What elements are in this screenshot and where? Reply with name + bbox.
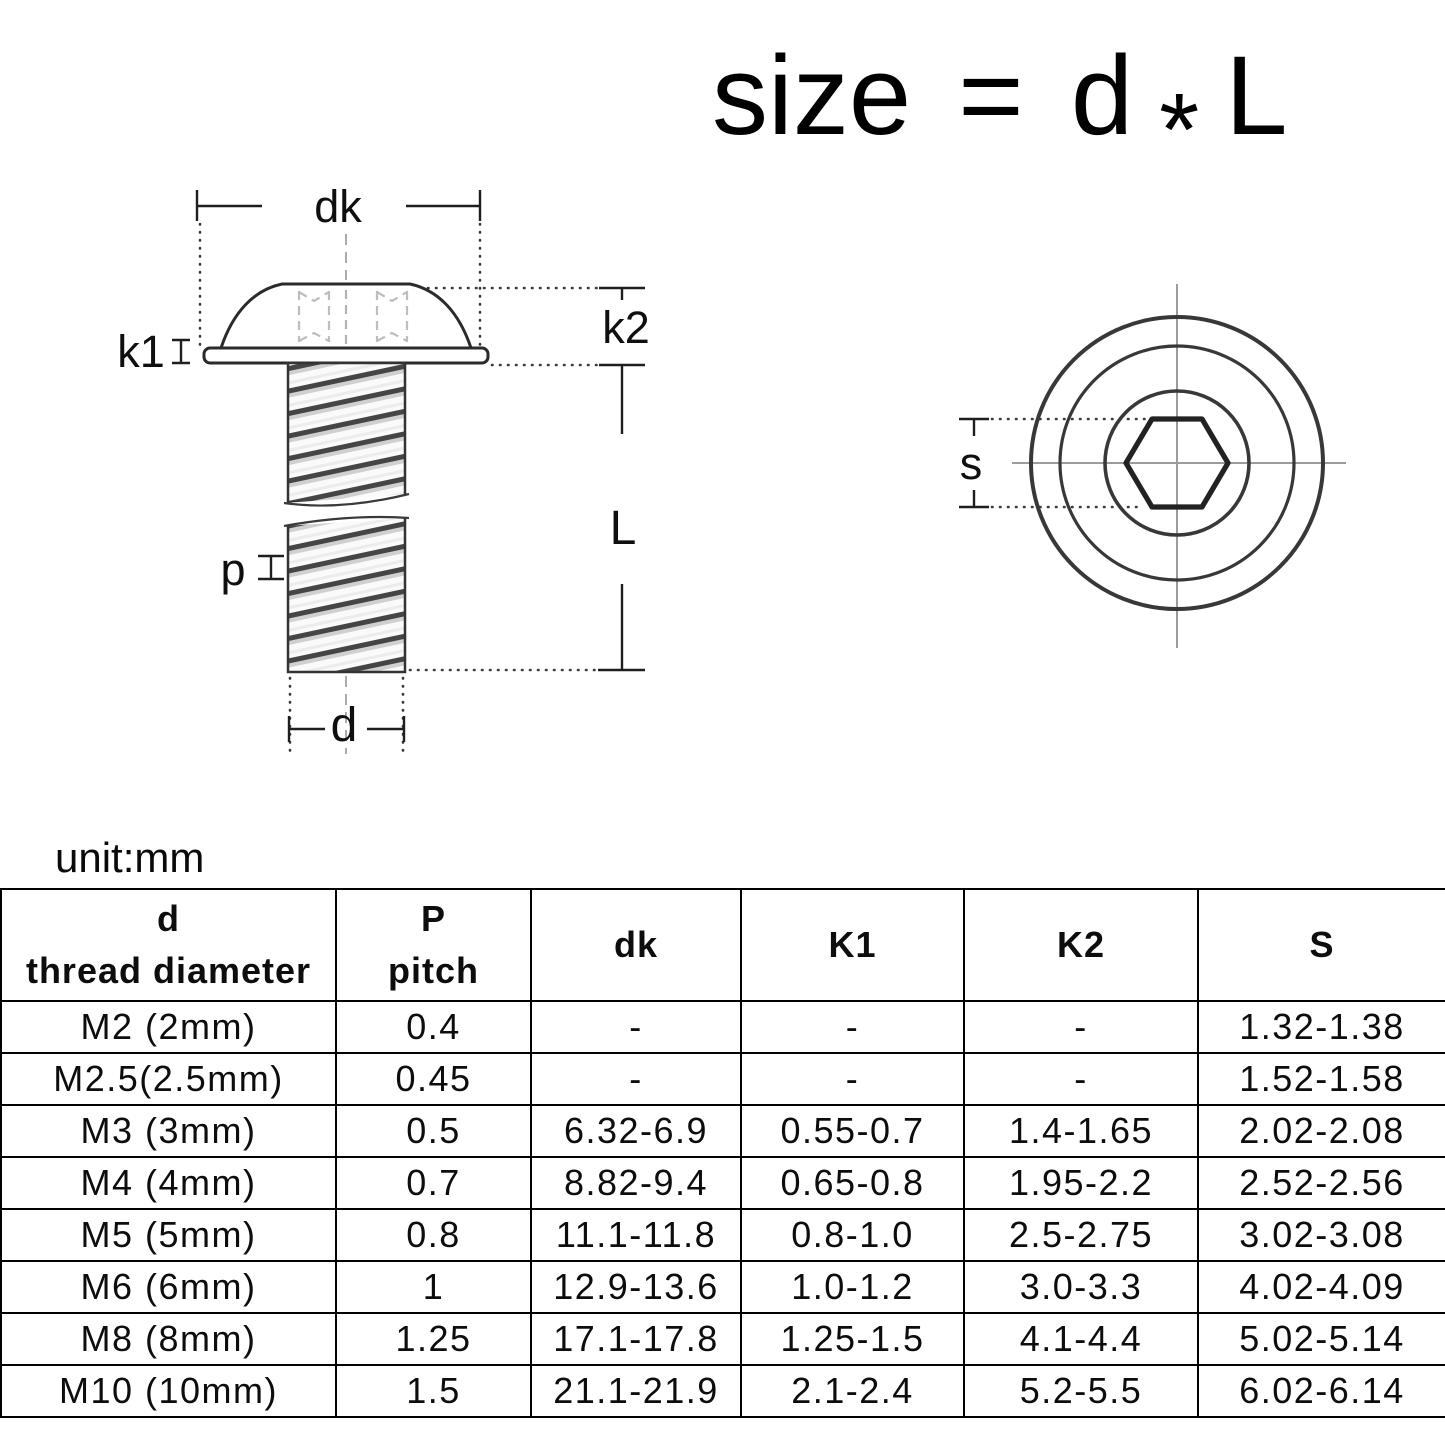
table-row: [1, 1157, 1445, 1209]
table-cell: -: [741, 1001, 964, 1053]
asterisk-icon: *: [1159, 71, 1200, 187]
s-label: s: [959, 438, 983, 489]
k1-label: k1: [117, 326, 165, 377]
table-row: [1, 1209, 1445, 1261]
side-view-drawing: [117, 181, 650, 754]
k1-dimension-lines: [172, 340, 190, 363]
table-row: [1, 1053, 1445, 1105]
table-cell: M10 (10mm): [1, 1365, 336, 1417]
table-cell: 0.65-0.8: [741, 1157, 964, 1209]
table-cell: 0.5: [336, 1105, 531, 1157]
formula-suffix: L: [1225, 33, 1288, 158]
table-cell: 12.9-13.6: [531, 1261, 741, 1313]
crosshair-lines: [1012, 284, 1346, 648]
table-cell: 8.82-9.4: [531, 1157, 741, 1209]
table-cell: -: [741, 1053, 964, 1105]
table-cell: 3.02-3.08: [1198, 1209, 1445, 1261]
table-cell: 0.7: [336, 1157, 531, 1209]
table-row: [1, 1313, 1445, 1365]
spec-table-header: [1, 889, 1445, 1001]
table-row: [1, 1001, 1445, 1053]
table-cell: M6 (6mm): [1, 1261, 336, 1313]
table-cell: M4 (4mm): [1, 1157, 336, 1209]
spec-table-body: [1, 1001, 1445, 1417]
table-cell: 5.02-5.14: [1198, 1313, 1445, 1365]
table-cell: M2 (2mm): [1, 1001, 336, 1053]
table-cell: 4.02-4.09: [1198, 1261, 1445, 1313]
k2-label: k2: [602, 302, 650, 353]
table-cell: 1.4-1.65: [964, 1105, 1198, 1157]
column-header-dk: dk: [531, 889, 741, 1001]
column-header-k1: K1: [741, 889, 964, 1001]
column-header-p: P pitch: [336, 889, 531, 1001]
table-cell: -: [531, 1053, 741, 1105]
table-row: [1, 1365, 1445, 1417]
table-cell: 6.32-6.9: [531, 1105, 741, 1157]
spec-table: [0, 888, 1445, 1418]
table-cell: 1.25: [336, 1313, 531, 1365]
table-cell: 0.4: [336, 1001, 531, 1053]
table-cell: 2.5-2.75: [964, 1209, 1198, 1261]
table-cell: 0.8-1.0: [741, 1209, 964, 1261]
pitch-label: p: [220, 544, 246, 595]
table-cell: 21.1-21.9: [531, 1365, 741, 1417]
thread-shaft-lower: [288, 516, 405, 672]
formula-prefix: size = d: [712, 33, 1134, 158]
table-cell: 3.0-3.3: [964, 1261, 1198, 1313]
table-row: [1, 1261, 1445, 1313]
table-cell: 1.25-1.5: [741, 1313, 964, 1365]
table-row: [1, 1105, 1445, 1157]
table-cell: 2.1-2.4: [741, 1365, 964, 1417]
table-cell: 5.2-5.5: [964, 1365, 1198, 1417]
length-label: L: [609, 502, 637, 555]
table-cell: 0.45: [336, 1053, 531, 1105]
table-cell: 1: [336, 1261, 531, 1313]
table-cell: 1.95-2.2: [964, 1157, 1198, 1209]
table-cell: M2.5(2.5mm): [1, 1053, 336, 1105]
d-label: d: [330, 699, 358, 752]
table-cell: M5 (5mm): [1, 1209, 336, 1261]
table-cell: 0.55-0.7: [741, 1105, 964, 1157]
column-header-d: d thread diameter: [1, 889, 336, 1001]
pitch-dimension-lines: [258, 556, 284, 579]
top-view-drawing: [959, 284, 1346, 648]
table-cell: 0.8: [336, 1209, 531, 1261]
unit-label: unit:mm: [55, 834, 205, 881]
table-cell: 6.02-6.14: [1198, 1365, 1445, 1417]
table-cell: 11.1-11.8: [531, 1209, 741, 1261]
table-cell: M3 (3mm): [1, 1105, 336, 1157]
table-cell: -: [964, 1001, 1198, 1053]
table-cell: -: [964, 1053, 1198, 1105]
table-cell: 1.32-1.38: [1198, 1001, 1445, 1053]
column-header-k2: K2: [964, 889, 1198, 1001]
length-dimension-lines: [598, 584, 645, 670]
screw-flange: [204, 348, 488, 363]
dk-label: dk: [314, 181, 362, 232]
table-cell: -: [531, 1001, 741, 1053]
size-formula-title: [712, 33, 1288, 187]
thread-shaft-upper: [288, 363, 405, 502]
column-header-s: S: [1198, 889, 1445, 1001]
table-cell: 4.1-4.4: [964, 1313, 1198, 1365]
table-cell: 2.52-2.56: [1198, 1157, 1445, 1209]
table-cell: 1.5: [336, 1365, 531, 1417]
table-cell: 1.0-1.2: [741, 1261, 964, 1313]
table-cell: 2.02-2.08: [1198, 1105, 1445, 1157]
table-cell: 17.1-17.8: [531, 1313, 741, 1365]
table-cell: M8 (8mm): [1, 1313, 336, 1365]
table-cell: 1.52-1.58: [1198, 1053, 1445, 1105]
table-header-row: [1, 889, 1445, 1001]
